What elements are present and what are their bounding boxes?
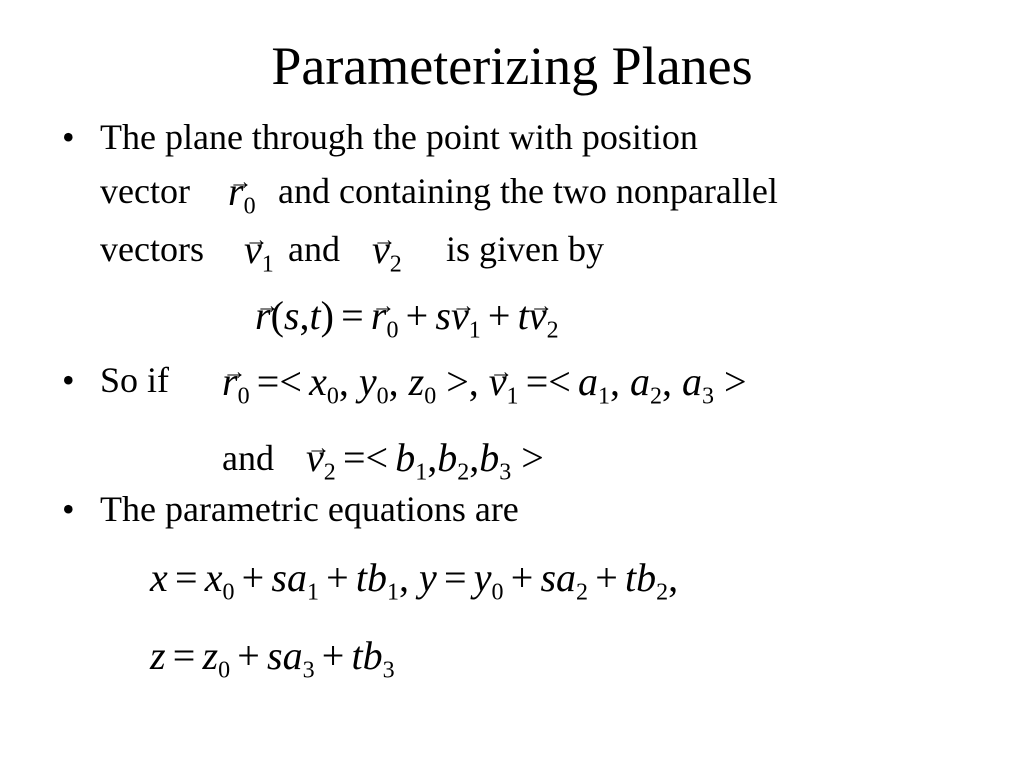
vector-v1: → $v_1$ xyxy=(244,228,274,272)
bullet-marker: • xyxy=(62,117,75,157)
bullet1-line3-post: is given by xyxy=(446,229,604,269)
bullet2-and: and xyxy=(222,438,274,478)
vector-r0: → $r_0$ xyxy=(228,170,256,214)
components-equation-2: → $v_2 =< b_1,b_2,b_3$ > xyxy=(306,436,544,480)
slide-title: Parameterizing Planes xyxy=(271,36,753,96)
components-equation-1: → $r_0 =< x_0$, $y_0$, $z_0$ >, → $v_1 =< a_1$, $a_2$, $a_3$ > xyxy=(222,360,747,404)
vector-v2: → $v_2$ xyxy=(372,228,402,272)
bullet1-line1: The plane through the point with position xyxy=(100,117,698,157)
plane-vector-equation: → $r(s,t) =\to r_0 + s\to v_1 + t\to v_2$ xyxy=(255,294,559,338)
parametric-equation-z: $z = z_0 + sa_3 + tb_3$ xyxy=(150,633,395,684)
bullet-marker: • xyxy=(62,360,75,400)
bullet1-line3-mid: and xyxy=(288,229,340,269)
bullet1-line2-pre: vector xyxy=(100,171,190,211)
bullet1-line3-pre: vectors xyxy=(100,229,204,269)
bullet-marker: • xyxy=(62,489,75,529)
parametric-equations-xy: $x = x_0 + sa_1 + tb_1$, $y = y_0 + sa_2 + tb_2$, xyxy=(150,555,679,606)
bullet3-label: The parametric equations are xyxy=(100,489,519,529)
bullet2-label: So if xyxy=(100,360,170,400)
bullet1-line2-post: and containing the two nonparallel xyxy=(278,171,778,211)
